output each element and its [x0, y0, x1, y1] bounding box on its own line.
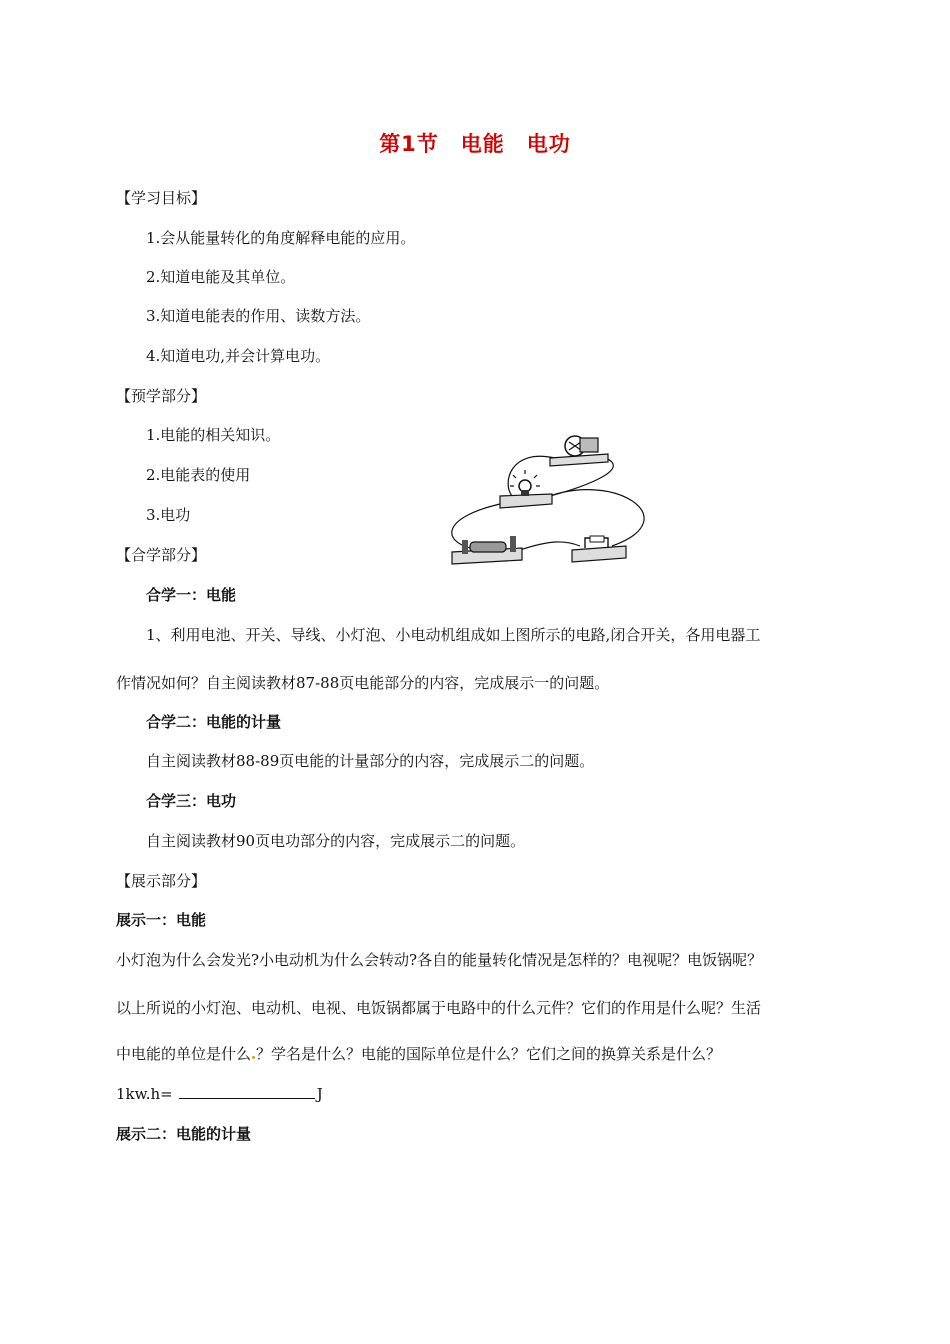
cooperative-sec3-text: 自主阅读教材90页电功部分的内容，完成展示二的问题。	[146, 832, 526, 850]
page-title: 第1节 电能 电功	[379, 132, 571, 156]
cooperative-sec2-title: 合学二：电能的计量	[146, 713, 282, 731]
formula-line: 1kw.h= J	[116, 1085, 323, 1103]
objective-item: 1.会从能量转化的角度解释电能的应用。	[146, 229, 416, 247]
wire	[520, 542, 580, 550]
cooperative-sec2-text: 自主阅读教材88-89页电能的计量部分的内容，完成展示二的问题。	[146, 752, 595, 770]
answer-blank[interactable]	[179, 1084, 315, 1099]
objectives-heading: 【学习目标】	[116, 189, 207, 207]
mark-dot	[252, 1056, 255, 1059]
objective-item: 3.知道电能表的作用、读数方法。	[146, 307, 371, 325]
preview-item: 1.电能的相关知识。	[146, 426, 281, 444]
display-paragraph: 以上所说的小灯泡、电动机、电视、电饭锅都属于电路中的什么元件？它们的作用是什么呢？生活	[116, 999, 762, 1017]
bulb	[500, 470, 552, 508]
motor-top	[550, 436, 608, 466]
objective-item: 2.知道电能及其单位。	[146, 268, 296, 286]
display-paragraph: 中电能的单位是什么 ？学名是什么？电能的国际单位是什么？它们之间的换算关系是什么？	[116, 1045, 722, 1063]
circuit-diagram	[440, 428, 660, 573]
preview-heading: 【预学部分】	[116, 387, 207, 405]
cooperative-sec1-text: 1、利用电池、开关、导线、小灯泡、小电动机组成如上图所示的电路,闭合开关，各用电器工	[146, 626, 761, 644]
cooperative-sec1-text: 作情况如何？自主阅读教材87-88页电能部分的内容，完成展示一的问题。	[116, 674, 610, 692]
cooperative-heading: 【合学部分】	[116, 546, 207, 564]
preview-item: 2.电能表的使用	[146, 466, 251, 484]
display-paragraph: 小灯泡为什么会发光?小电动机为什么会转动?各自的能量转化情况是怎样的？电视呢？电饭锅呢？	[116, 951, 763, 969]
preview-item: 3.电功	[146, 506, 191, 524]
display-sec1-title: 展示一：电能	[116, 911, 207, 929]
wire	[508, 456, 555, 496]
display-sec2-title: 展示二：电能的计量	[116, 1125, 252, 1143]
battery	[452, 536, 522, 564]
cooperative-sec1-title: 合学一：电能	[146, 586, 237, 604]
switch	[572, 536, 626, 562]
display-heading: 【展示部分】	[116, 872, 207, 890]
objective-item: 4.知道电功,并会计算电功。	[146, 347, 331, 365]
cooperative-sec3-title: 合学三：电功	[146, 792, 237, 810]
